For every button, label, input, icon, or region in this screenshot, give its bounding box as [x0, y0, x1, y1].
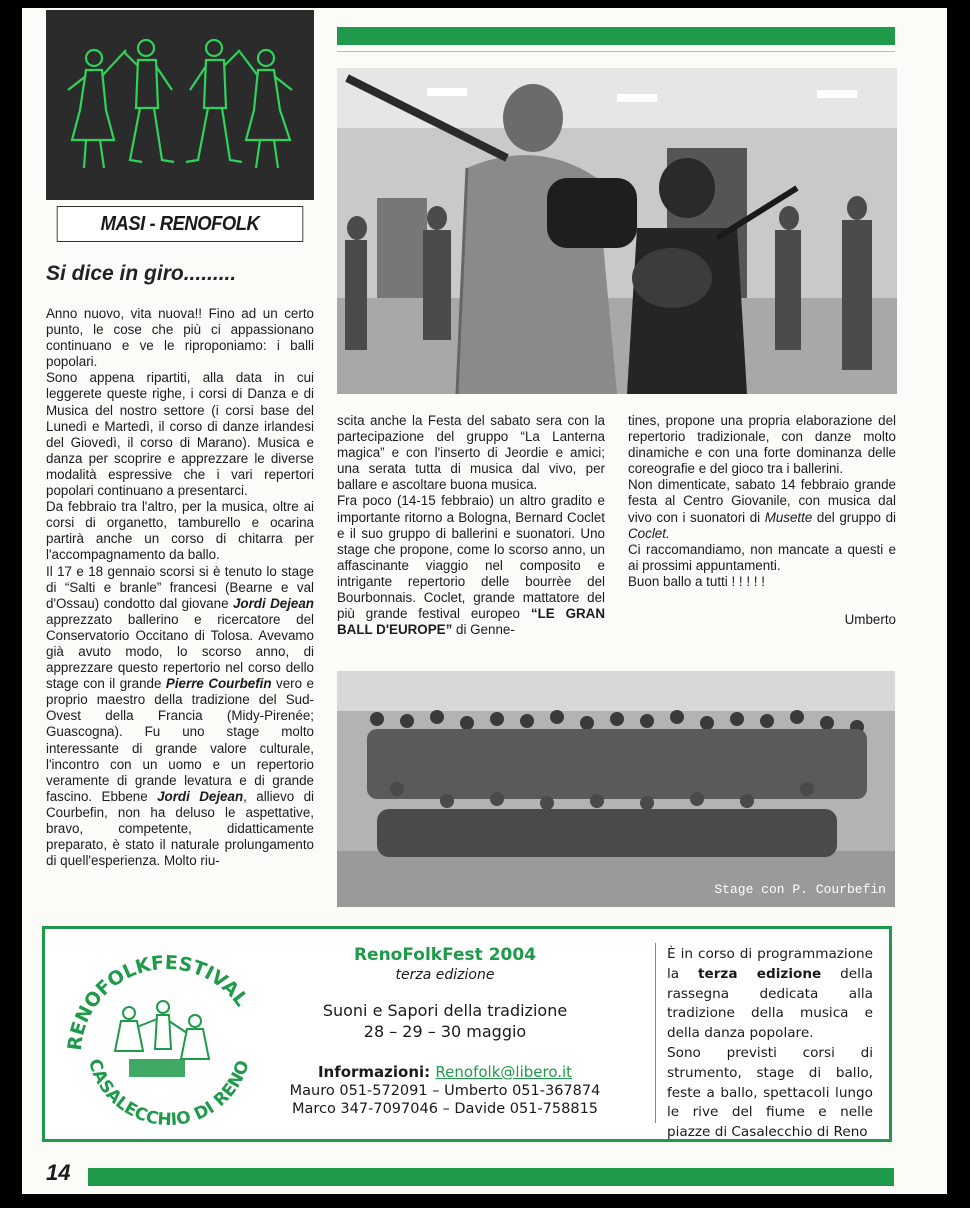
- festival-edition: terza edizione: [395, 967, 495, 983]
- article-column-2: [337, 413, 605, 638]
- text-run: vero e proprio maestro della tradizione del Sud-Ovest della Francia (Midy-Pirenée; Guascogna). Fu uno stage molto interessante di grande valore culturale, l'incontro con un uomo e un repertorio veramente di grande levatura e di grande fascino. Ebbene: [46, 676, 315, 804]
- name-jordi-dejean: Jordi Dejean: [157, 788, 244, 804]
- bagpipe-photo: [337, 68, 897, 394]
- festival-logo: [59, 941, 269, 1129]
- festival-logo-graphic: [59, 941, 269, 1129]
- svg-text:RENOFOLKFESTIVAL: [64, 952, 252, 1052]
- festival-paragraph: [667, 945, 873, 1044]
- article-headline: Si dice in giro.........: [46, 262, 237, 285]
- article-paragraph: Sono appena ripartiti, alla data in cui leggerete queste righe, i corsi di Danza e di Musica del nostro settore (i corsi base del Lunedì e Martedì, il corso di danze irlandesi del Giovedì, il corso di Marano). Musica e danza per scoprire e apprezzare le diverse modalità espressive che i vari repertori popolari continuano a presentarci.: [46, 370, 314, 499]
- festival-title: RenoFolkFest 2004: [353, 945, 537, 965]
- festival-paragraph: Sono previsti corsi di strumento, stage di ballo, feste a ballo, spettacoli lungo le rive del fiume e nelle piazze di Casalecchio di Reno: [667, 1044, 873, 1141]
- group-photo-illustration: [337, 671, 895, 907]
- contact-line: Mauro 051-572091 – Umberto 051-367874: [289, 1083, 601, 1099]
- article-paragraph: Ci raccomandiamo, non mancate a questi e ai prossimi appuntamenti.: [628, 541, 896, 573]
- logo-top-text: RENOFOLKFESTIVAL: [63, 951, 253, 1052]
- dancers-illustration: [46, 10, 314, 200]
- author-signature: Umberto: [844, 612, 896, 628]
- email-link[interactable]: Renofolk@libero.it: [435, 1063, 573, 1081]
- article-column-3: [628, 413, 896, 628]
- text-run: Il 17 e 18 gennaio scorsi si è tenuto lo stage di “Salti e branle” francesi (Bearne e val d'Ossau) condotto dal giovane: [46, 563, 314, 611]
- article-paragraph: scita anche la Festa del sabato sera con la partecipazione del gruppo “La Lanterna magica” e con l'inserto di Jeordie e amici; una serata tutta di musica dal vivo, per ballare e ascoltare buona musica.: [337, 413, 605, 493]
- festival-description: [667, 945, 873, 1143]
- text-run: , allievo di Courbefin, non ha deluso le aspettative, bravo, competente, didatticamente preparato, è stato il naturale prolungamento di quell'esperienza. Molto riu-: [46, 788, 315, 869]
- text-run: del gruppo di: [812, 509, 896, 525]
- text-run: Fra poco (14-15 febbraio) un altro gradito e importante ritorno a Bologna, Bernard Coclet e il suo gruppo di ballerini e suonatori. Uno stage che propone, come lo scorso anno, un affascinante viaggio nel composito e intrigante repertorio delle bourrèe del Bourbonnais. Coclet, grande mattatore del più grande festival europeo: [337, 493, 605, 622]
- festival-divider: [655, 943, 656, 1123]
- text-run: Non dimenticate, sabato 14 febbraio grande festa al Centro Giovanile, con musica dal vivo con i suonatori di: [628, 477, 896, 525]
- header-green-bar: [337, 27, 895, 45]
- festival-dates: 28 – 29 – 30 maggio: [363, 1022, 527, 1041]
- info-line: [255, 1063, 635, 1081]
- info-label: Informazioni:: [317, 1063, 431, 1081]
- header-rule: [337, 51, 895, 52]
- text-run: di Genne-: [452, 622, 515, 638]
- footer-green-bar: [88, 1168, 894, 1186]
- festival-ad-box: [42, 926, 892, 1142]
- article-paragraph: [46, 564, 314, 870]
- festival-name: “LE GRAN BALL D'EUROPE”: [337, 606, 605, 638]
- page-number: 14: [46, 1160, 71, 1185]
- festival-details: [255, 945, 635, 1117]
- article-paragraph: [628, 477, 896, 541]
- logo-bottom-text: CASALECCHIO DI RENO: [83, 1056, 254, 1129]
- text-run: della rassegna dedicata alla tradizione della musica e della danza popolare.: [667, 965, 873, 1042]
- article-paragraph: Da febbraio tra l'altro, per la musica, oltre ai corsi di organetto, tamburello e ocarina partirà anche un corso di chitarra per l'accompagnamento da ballo.: [46, 499, 314, 563]
- group-coclet: Coclet.: [628, 525, 670, 541]
- group-musette: Musette: [764, 509, 813, 525]
- name-pierre-courbefin: Pierre Courbefin: [165, 676, 272, 692]
- article-paragraph: tines, propone una propria elaborazione del repertorio tradizionale, con danze molto dinamiche e con una forte dominanza delle coreografie e del gioco tra i ballerini.: [628, 413, 896, 477]
- dancers-logo: [46, 10, 314, 200]
- bagpipe-photo-illustration: [337, 68, 897, 394]
- article-paragraph: [337, 493, 605, 638]
- group-photo: [337, 671, 895, 907]
- article-column-1: [46, 306, 314, 869]
- article-paragraph: Buon ballo a tutti ! ! ! ! !: [628, 573, 765, 589]
- text-run: È in corso di programmazione la: [667, 946, 873, 982]
- name-jordi-dejean: Jordi Dejean: [232, 595, 314, 611]
- photo-caption: Stage con P. Courbefin: [714, 882, 886, 897]
- festival-subtitle: Suoni e Sapori della tradizione: [322, 1001, 568, 1020]
- edition-bold: terza edizione: [698, 965, 822, 982]
- article-paragraph: Anno nuovo, vita nuova!! Fino ad un certo punto, le cose che più ci appassionano continuano e ve le riproponiamo: i balli popolari.: [46, 306, 314, 370]
- contact-line: Marco 347-7097046 – Davide 051-758815: [291, 1101, 599, 1117]
- text-run: apprezzato ballerino e ricercatore del Conservatorio Occitano di Tolosa. Avevamo già avuto modo, lo scorso anno, di apprezzare questo repertorio nel corso dello stage con il grande: [46, 611, 314, 692]
- section-label: MASI - RENOFOLK: [57, 206, 304, 242]
